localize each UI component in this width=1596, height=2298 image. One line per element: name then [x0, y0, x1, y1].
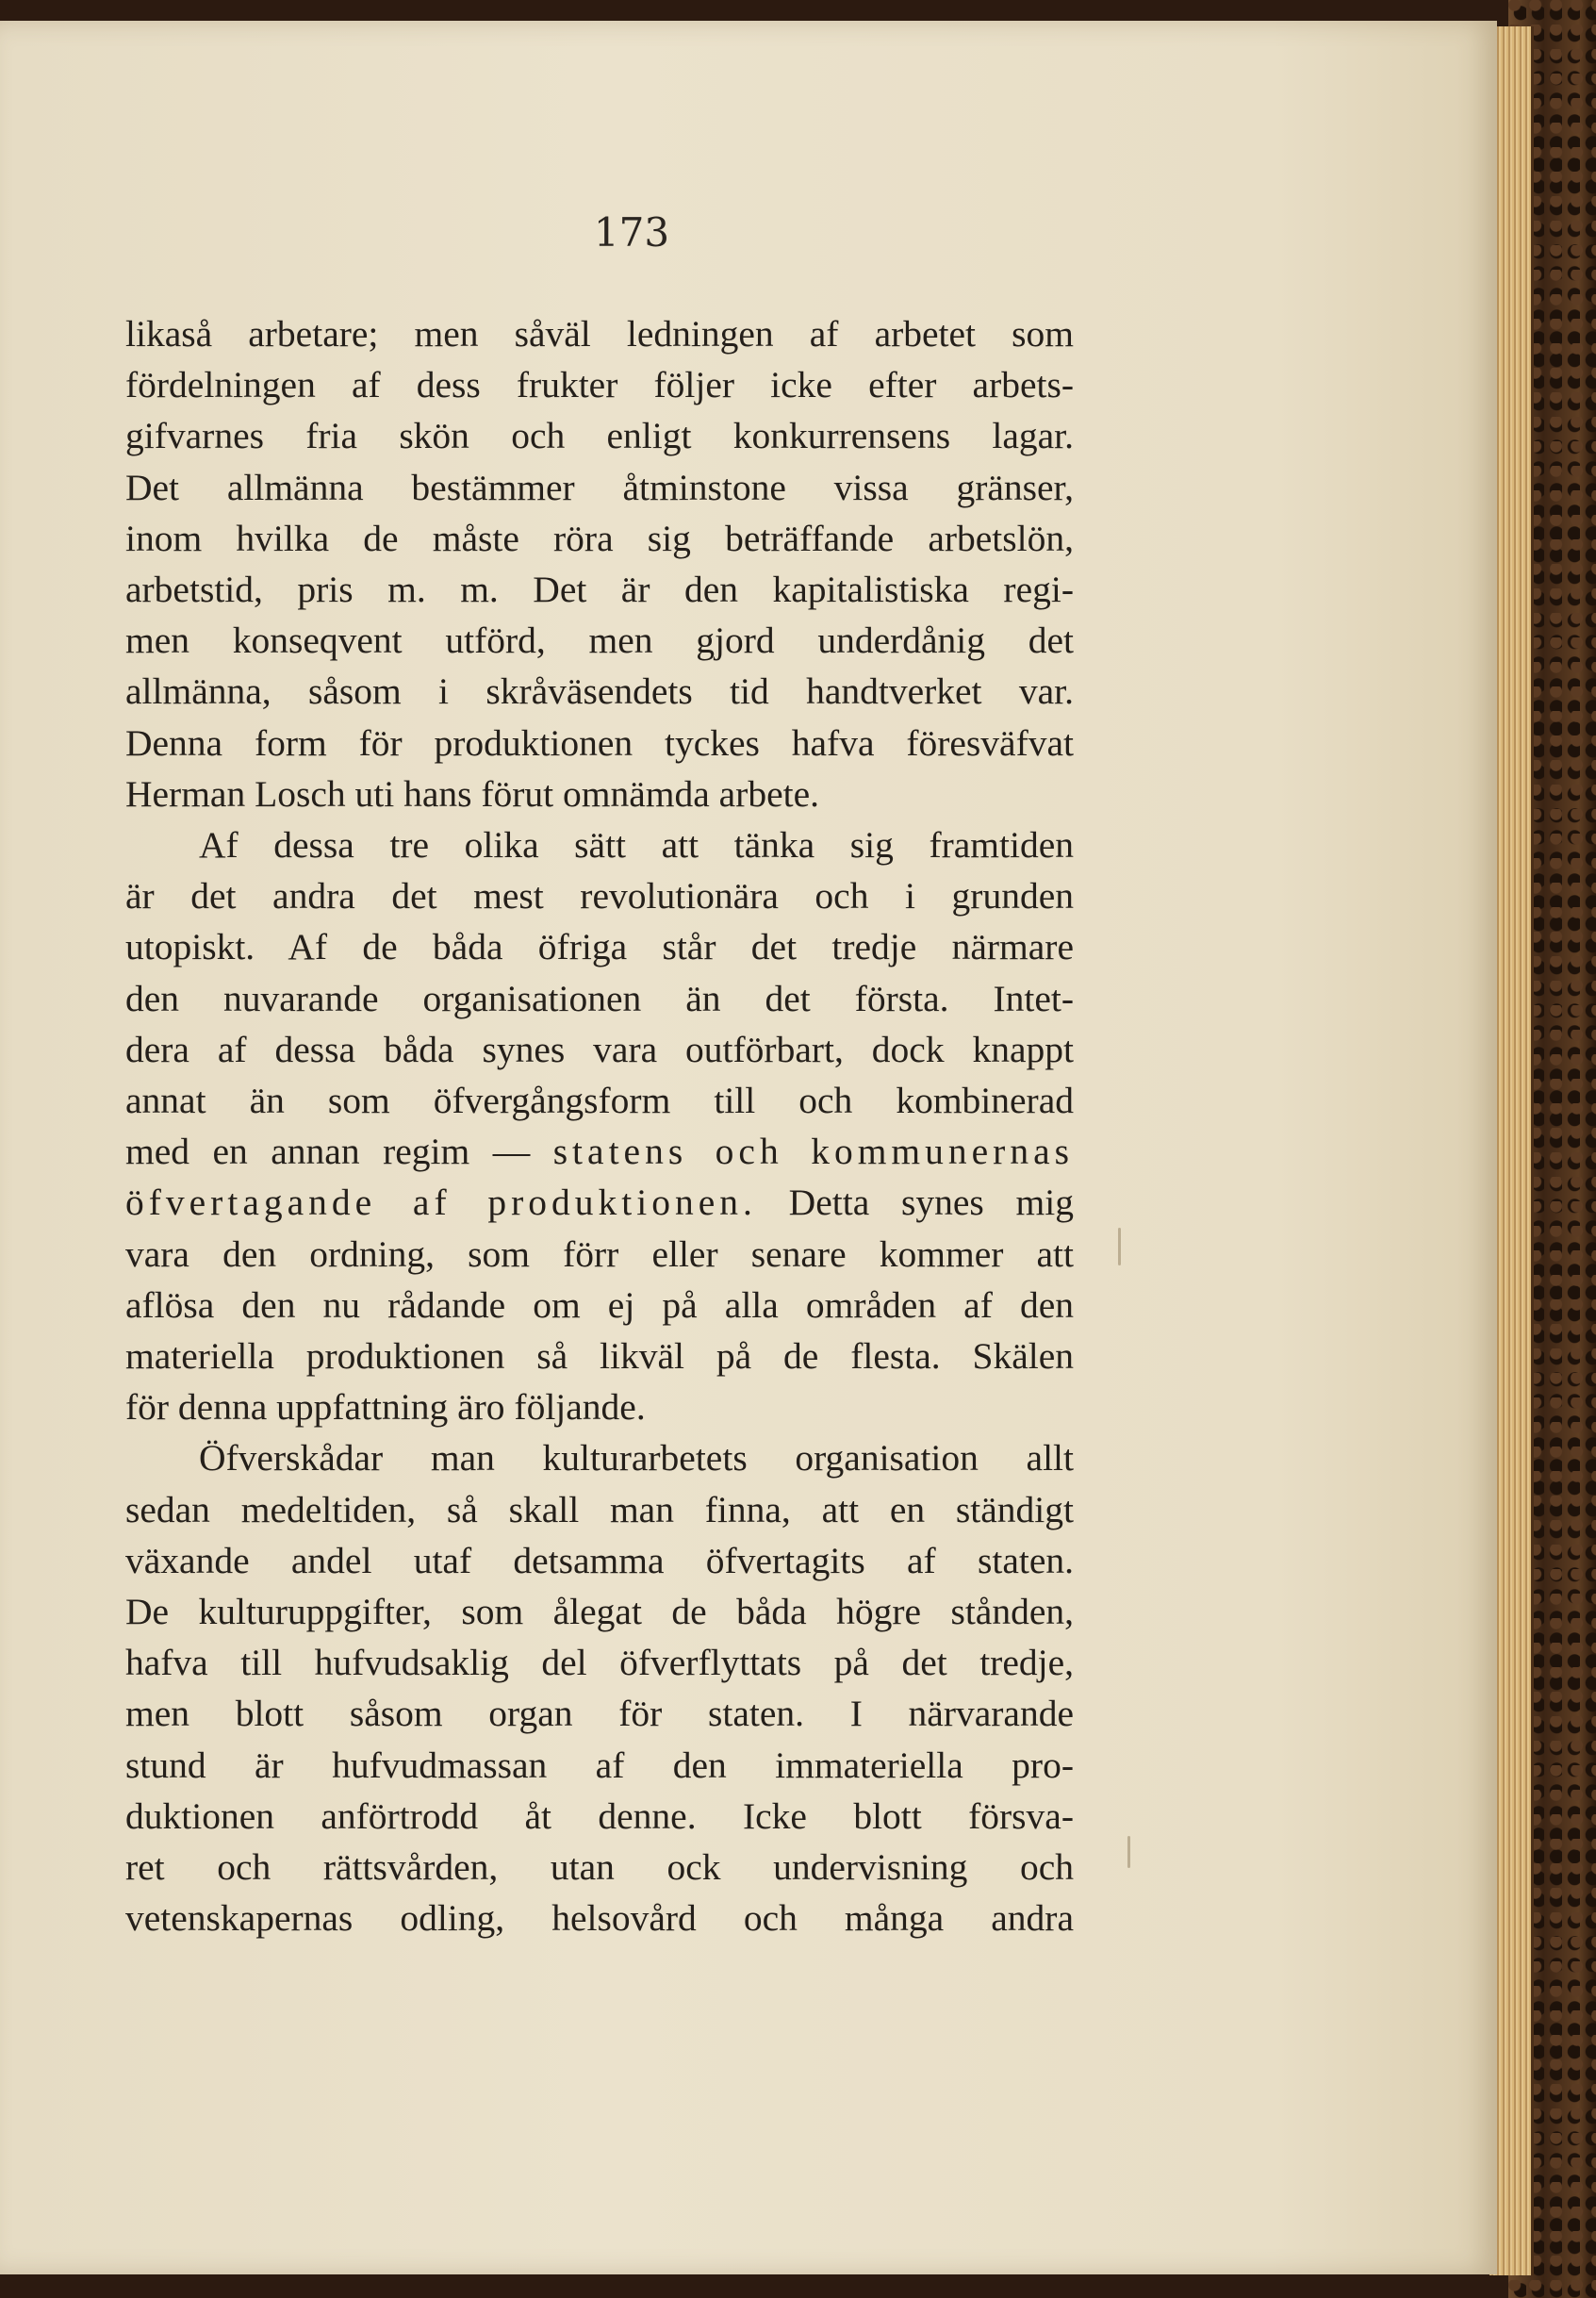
- text-line: likaså arbetare; men såväl ledningen af arbetet som: [125, 313, 1074, 355]
- text-line: sedan medeltiden, så skall man finna, att en ständigt: [125, 1488, 1074, 1530]
- text-line: arbetstid, pris m. m. Det är den kapitalistiska regi-: [125, 569, 1074, 611]
- paper-mark: [1118, 1228, 1121, 1265]
- text-line: gifvarnes fria skön och enligt konkurrensens lagar.: [125, 415, 1074, 457]
- text-line: utopiskt. Af de båda öfriga står det tredje närmare: [125, 926, 1074, 968]
- paragraph-1: [125, 308, 1074, 819]
- text-line: duktionen anförtrodd åt denne. Icke blott försva-: [125, 1794, 1074, 1837]
- text-line: hafva till hufvudsaklig del öfverflyttats på det tredje,: [125, 1642, 1074, 1684]
- text-line: stund är hufvudmassan af den immateriella pro-: [125, 1744, 1074, 1786]
- text-line: för denna uppfattning äro följande.: [125, 1386, 646, 1429]
- text-line: växande andel utaf detsamma öfvertagits af staten.: [125, 1539, 1074, 1581]
- text-line: Det allmänna bestämmer åtminstone vissa gränser,: [125, 466, 1074, 508]
- text-line: fördelningen af dess frukter följer icke efter arbets-: [125, 364, 1074, 406]
- spaced-emphasis: öfvertagande af produktionen.: [125, 1182, 757, 1224]
- text-line: Herman Losch uti hans förut omnämda arbete.: [125, 772, 819, 815]
- text-line: är det andra det mest revolutionära och i grunden: [125, 875, 1074, 918]
- text-line: allmänna, såsom i skråväsendets tid handtverket var.: [125, 670, 1074, 713]
- text-line: materiella produktionen så likväl på de flesta. Skälen: [125, 1335, 1074, 1378]
- spaced-emphasis: statens och kommunernas: [552, 1131, 1074, 1173]
- text-fragment: Detta synes mig: [756, 1182, 1074, 1224]
- paper-mark: [1127, 1836, 1130, 1868]
- text-line: aflösa den nu rådande om ej på alla områden af den: [125, 1283, 1074, 1326]
- text-fragment: med en annan regim —: [125, 1131, 553, 1173]
- text-line: vara den ordning, som förr eller senare kommer att: [125, 1232, 1074, 1275]
- paragraph-3: [125, 1432, 1074, 1943]
- text-line: Denna form för produktionen tyckes hafva föresväfvat: [125, 721, 1074, 764]
- paragraph-2: [125, 819, 1074, 1432]
- book-page: [0, 21, 1497, 2274]
- text-line: Af dessa tre olika sätt att tänka sig framtiden: [199, 824, 1074, 867]
- text-line: inom hvilka de måste röra sig beträffande arbetslön,: [125, 517, 1074, 559]
- text-line: dera af dessa båda synes vara outförbart, dock knappt: [125, 1028, 1074, 1070]
- text-line-emphasis: [125, 1177, 1074, 1228]
- text-line: vetenskapernas odling, helsovård och många andra: [125, 1897, 1074, 1940]
- text-line: den nuvarande organisationen än det första. Intet-: [125, 977, 1074, 1019]
- text-line: men konseqvent utförd, men gjord underdånig det: [125, 620, 1074, 662]
- text-line: men blott såsom organ för staten. I närvarande: [125, 1693, 1074, 1735]
- text-line-emphasis: [125, 1126, 1074, 1177]
- text-line: ret och rättsvården, utan ock undervisning och: [125, 1846, 1074, 1889]
- text-line: annat än som öfvergångsform till och kombinerad: [125, 1080, 1074, 1122]
- page-text: [125, 308, 1074, 1944]
- text-line: Öfverskådar man kulturarbetets organisation allt: [199, 1437, 1074, 1480]
- page-number: 173: [593, 209, 670, 256]
- text-line: De kulturuppgifter, som ålegat de båda högre stånden,: [125, 1591, 1074, 1633]
